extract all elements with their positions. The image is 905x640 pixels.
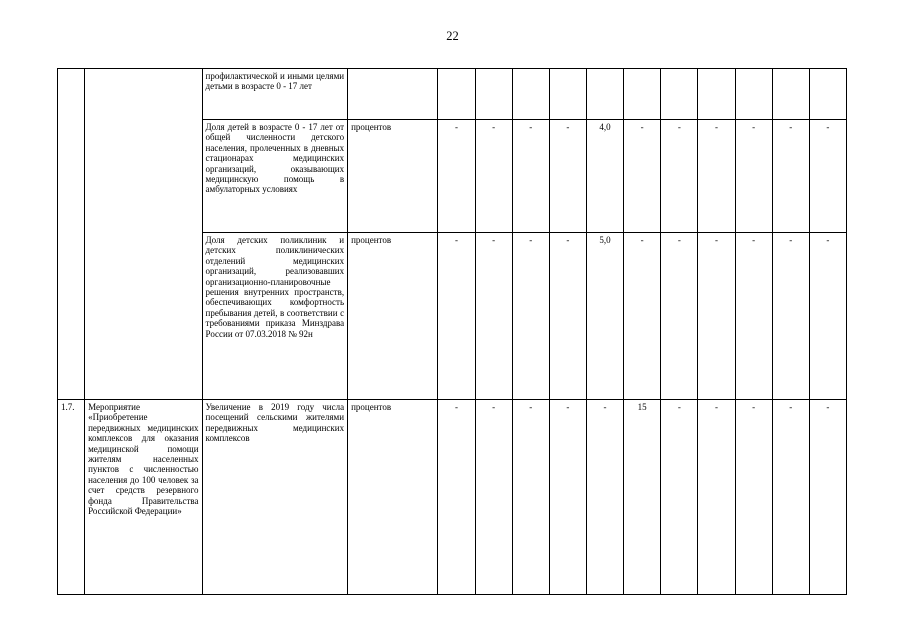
event-cell <box>85 69 202 400</box>
value-cell: - <box>772 400 809 595</box>
value-cell: - <box>809 233 846 400</box>
value-cell: - <box>661 233 698 400</box>
value-cell: - <box>624 120 661 233</box>
value-cell: - <box>698 233 735 400</box>
value-cell: - <box>661 120 698 233</box>
value-cell: 15 <box>624 400 661 595</box>
value-cell <box>624 69 661 120</box>
page-number: 22 <box>446 29 459 43</box>
value-cell: - <box>512 400 549 595</box>
value-cell <box>512 69 549 120</box>
value-cell <box>698 69 735 120</box>
table-row <box>58 400 847 595</box>
value-cell: - <box>512 120 549 233</box>
value-cell: - <box>809 400 846 595</box>
value-cell: - <box>624 233 661 400</box>
value-cell: - <box>735 120 772 233</box>
row-number-cell <box>58 69 85 400</box>
value-cell: - <box>475 120 512 233</box>
value-cell: 5,0 <box>586 233 623 400</box>
value-cell <box>549 69 586 120</box>
indicator-cell: Доля детских поликлиник и детских поликлинических отделений медицинских организаций, реализовавших организационно-планировочные решения внутренних пространств, обеспечивающих комфортность пребывания детей, в соответствии с требованиями приказа Минздрава России от 07.03.2018 № 92н <box>202 233 348 400</box>
value-cell <box>475 69 512 120</box>
value-cell: - <box>772 233 809 400</box>
value-cell: - <box>549 400 586 595</box>
value-cell <box>735 69 772 120</box>
value-cell: - <box>735 400 772 595</box>
row-number-cell: 1.7. <box>58 400 85 595</box>
unit-cell: процентов <box>348 120 438 233</box>
unit-cell: процентов <box>348 400 438 595</box>
value-cell: - <box>438 233 475 400</box>
value-cell: - <box>698 120 735 233</box>
value-cell: 4,0 <box>586 120 623 233</box>
value-cell: - <box>512 233 549 400</box>
indicator-cell: Увеличение в 2019 году числа посещений сельскими жителями передвижных медицинских комплексов <box>202 400 348 595</box>
table-row <box>58 69 847 120</box>
value-cell <box>438 69 475 120</box>
unit-cell <box>348 69 438 120</box>
value-cell: - <box>475 233 512 400</box>
event-cell: Мероприятие «Приобретение передвижных медицинских комплексов для оказания медицинской помощи жителям населенных пунктов с численностью населения до 100 человек за счет средств резервного фонда Правительства Российской Федерации» <box>85 400 202 595</box>
value-cell: - <box>809 120 846 233</box>
indicator-cell: Доля детей в возрасте 0 - 17 лет от общей численности детского населения, пролеченных в дневных стационарах медицинских организаций, оказывающих медицинскую помощь в амбулаторных условиях <box>202 120 348 233</box>
value-cell: - <box>438 120 475 233</box>
value-cell <box>809 69 846 120</box>
value-cell <box>586 69 623 120</box>
value-cell: - <box>698 400 735 595</box>
value-cell: - <box>735 233 772 400</box>
unit-cell: процентов <box>348 233 438 400</box>
value-cell: - <box>438 400 475 595</box>
value-cell: - <box>549 233 586 400</box>
value-cell: - <box>661 400 698 595</box>
value-cell: - <box>586 400 623 595</box>
indicator-cell: профилактической и иными целями детьми в возрасте 0 - 17 лет <box>202 69 348 120</box>
program-indicators-table <box>57 68 847 595</box>
value-cell: - <box>772 120 809 233</box>
value-cell <box>772 69 809 120</box>
value-cell: - <box>475 400 512 595</box>
value-cell: - <box>549 120 586 233</box>
value-cell <box>661 69 698 120</box>
